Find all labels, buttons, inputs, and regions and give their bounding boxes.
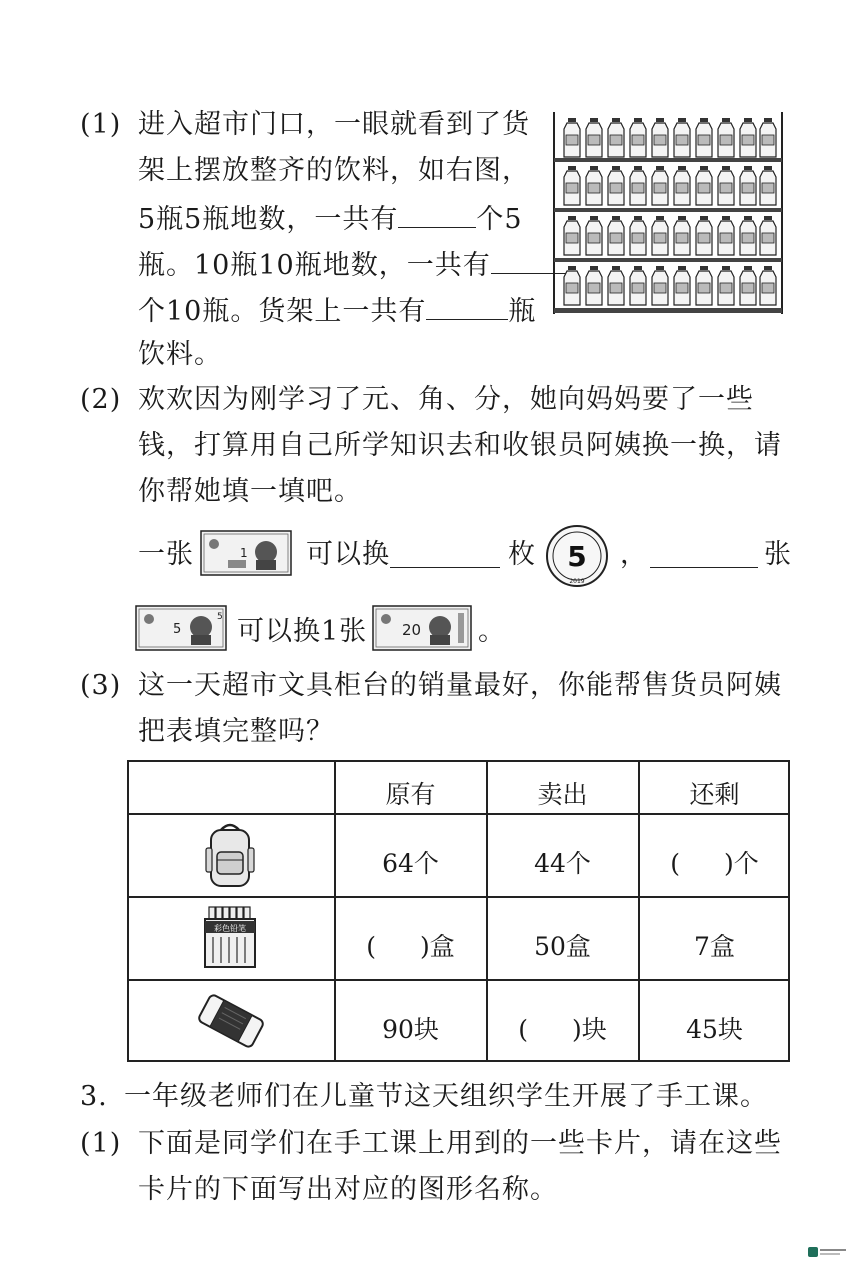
coin-value: 5 bbox=[567, 540, 587, 573]
s3-line1: 一年级老师们在儿童节这天组织学生开展了手工课。 bbox=[124, 1081, 768, 1112]
answer-blank-note-count[interactable] bbox=[650, 567, 758, 568]
scanner-logo-icon bbox=[808, 1246, 848, 1260]
colored-pencil-box-icon bbox=[201, 905, 259, 969]
q1-line4 bbox=[138, 249, 573, 279]
eraser-left: 45块 bbox=[686, 1015, 743, 1044]
s3-number: 3. bbox=[80, 1081, 108, 1112]
q1-line5-text-a: 个10瓶。货架上一共有 bbox=[138, 296, 427, 327]
q1-line6: 饮料。 bbox=[138, 339, 222, 370]
q2-ex1-text-a: 一张 bbox=[138, 539, 194, 570]
stationery-sales-table bbox=[127, 760, 790, 1062]
coin-year: 2019 bbox=[569, 578, 585, 585]
q2-ex1-text-b: 可以换 bbox=[306, 539, 390, 570]
q1-line5 bbox=[138, 295, 536, 325]
q2-number: (2) bbox=[80, 384, 122, 415]
q2-ex1-text-c: 枚 bbox=[508, 539, 536, 570]
q2-ex1-text-d: ， bbox=[620, 539, 648, 570]
eraser-sold-answer[interactable]: ( )块 bbox=[518, 1015, 607, 1044]
note1-value: 1 bbox=[240, 546, 248, 560]
q1-line3-text-a: 5瓶5瓶地数，一共有 bbox=[138, 204, 399, 235]
five-yuan-banknote-icon bbox=[135, 605, 227, 651]
q3-line1: 这一天超市文具柜台的销量最好，你能帮售货员阿姨 bbox=[138, 670, 782, 701]
s3q1-line2: 卡片的下面写出对应的图形名称。 bbox=[138, 1174, 558, 1205]
s3q1-number: (1) bbox=[80, 1128, 122, 1159]
eraser-original: 90块 bbox=[382, 1015, 439, 1044]
answer-blank-coin-count[interactable] bbox=[390, 567, 500, 568]
q1-line3-text-b: 个5 bbox=[476, 204, 523, 235]
backpack-sold: 44个 bbox=[534, 849, 591, 878]
svg-text:5: 5 bbox=[217, 612, 223, 622]
q2-line2: 钱，打算用自己所学知识去和收银员阿姨换一换，请 bbox=[138, 430, 782, 461]
q2-line3: 你帮她填一填吧。 bbox=[138, 476, 362, 507]
s3q1-line1: 下面是同学们在手工课上用到的一些卡片，请在这些 bbox=[138, 1128, 782, 1159]
answer-blank-5-groups[interactable] bbox=[398, 203, 476, 228]
q2-ex2-text-b: 。 bbox=[478, 616, 506, 647]
q3-line2: 把表填完整吗？ bbox=[138, 716, 334, 747]
one-yuan-banknote-icon bbox=[200, 530, 292, 576]
header-left: 还剩 bbox=[689, 780, 740, 809]
q1-line3 bbox=[138, 203, 523, 233]
q1-line1: 进入超市门口，一眼就看到了货 bbox=[138, 109, 530, 140]
note20-value: 20 bbox=[402, 621, 422, 639]
backpack-left-answer[interactable]: ( )个 bbox=[670, 849, 759, 878]
q3-number: (3) bbox=[80, 670, 122, 701]
pencil-sold: 50盒 bbox=[534, 932, 591, 961]
pencil-left: 7盒 bbox=[694, 932, 735, 961]
q2-ex2-text-a: 可以换1张 bbox=[237, 616, 368, 647]
note5-value: 5 bbox=[173, 622, 182, 637]
q1-line2: 架上摆放整齐的饮料，如右图， bbox=[138, 155, 530, 186]
q1-line4-text-a: 瓶。10瓶10瓶地数，一共有 bbox=[138, 250, 491, 281]
pencil-box-label: 彩色铅笔 bbox=[214, 924, 246, 933]
header-original: 原有 bbox=[385, 780, 436, 809]
answer-blank-total-bottles[interactable] bbox=[426, 295, 508, 320]
pencil-original-answer[interactable]: ( )盒 bbox=[366, 932, 455, 961]
q1-number: (1) bbox=[80, 109, 122, 140]
twenty-yuan-banknote-icon bbox=[372, 605, 472, 651]
eraser-icon bbox=[195, 992, 267, 1050]
header-sold: 卖出 bbox=[537, 780, 588, 809]
backpack-icon bbox=[205, 822, 255, 888]
q1-line5-text-b: 瓶 bbox=[508, 296, 537, 327]
five-jiao-coin-icon bbox=[545, 524, 609, 588]
bottle-shelf-icon bbox=[552, 112, 784, 316]
q2-line1: 欢欢因为刚学习了元、角、分，她向妈妈要了一些 bbox=[138, 384, 754, 415]
q2-ex1-text-e: 张 bbox=[764, 539, 792, 570]
backpack-original: 64个 bbox=[382, 849, 439, 878]
